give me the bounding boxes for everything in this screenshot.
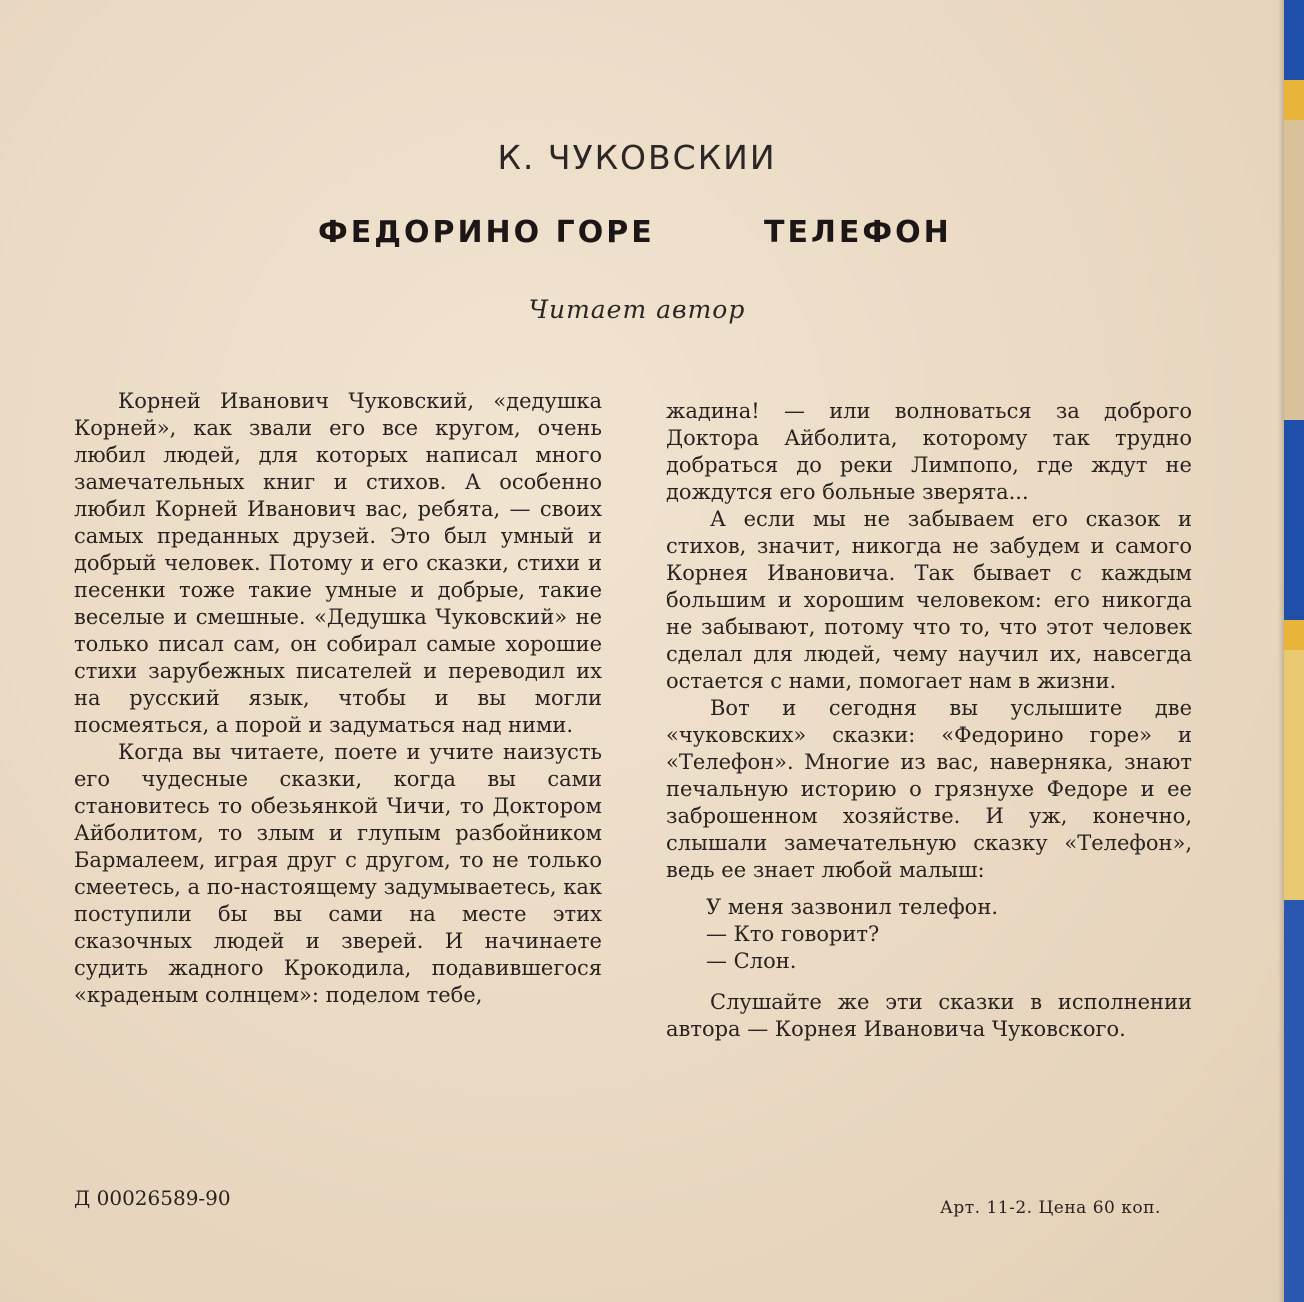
paragraph: Корней Иванович Чуковский, «дедушка Корней», как звали его все кругом, очень любил людей, для которых написал много замечательных книг и стихов. А особенно любил Корней Иванович вас, ребята, — своих самых преданных друзей. Это был умный и добрый человек. Потому и его сказки, стихи и песенки тоже такие умные и добрые, такие веселые и смешные. «Дедушка Чуковский» не только писал сам, он собирал самые хорошие стихи зарубежных писателей и переводил их на русский язык, чтобы и вы могли посмеяться, а порой и задуматься над ними. — [74, 389, 602, 737]
edge-segment — [1284, 80, 1304, 120]
reader-credit: Читает автор — [528, 295, 746, 324]
verse-line: У меня зазвонил телефон. — [706, 895, 999, 919]
paragraph: Вот и сегодня вы услышите две «чуковских» сказки: «Федорино горе» и «Телефон». Многие из вас, наверняка, знают печальную историю о грязнухе Федоре и ее заброшенном хозяйстве. И уж, конечно, слышали замечательную сказку «Телефон», ведь ее знает любой малыш: — [666, 696, 1192, 882]
paragraph: А если мы не забываем его сказок и стихов, значит, никогда не забудем и самого Корнея Ивановича. Так бывает с каждым большим и хорошим человеком: его никогда не забывают, потому что то, что этот человек сделал для людей, чему научил их, навсегда остается с нами, помогает нам в жизни. — [666, 507, 1192, 693]
right-text-column — [666, 398, 1192, 1043]
edge-segment — [1284, 650, 1304, 900]
author-name: К. ЧУКОВСКИИ — [497, 138, 777, 177]
title-fedorino-gore: ФЕДОРИНО ГОРЕ — [318, 215, 655, 250]
verse-quote — [706, 894, 1192, 975]
paragraph: Слушайте же эти сказки в исполнении автора — Корнея Ивановича Чуковского. — [666, 990, 1192, 1041]
edge-segment — [1284, 0, 1304, 80]
title-telefon: ТЕЛЕФОН — [764, 215, 952, 250]
titles-row — [0, 215, 1274, 265]
paragraph: Когда вы читаете, поете и учите наизусть его чудесные сказки, когда вы сами становитесь то обезьянкой Чичи, то Доктором Айболитом, то злым и глупым разбойником Бармалеем, играя друг с другом, то не только смеетесь, а по-настоящему задумываетесь, как поступили бы вы сами на месте этих сказочных людей и зверей. И начинаете судить жадного Крокодила, подавившегося «краденым солнцем»: поделом тебе, — [74, 740, 603, 1007]
edge-segment — [1284, 900, 1304, 1302]
verse-line: — Слон. — [706, 949, 797, 973]
left-text-column — [74, 388, 602, 1009]
verse-line: — Кто говорит? — [706, 922, 880, 946]
price-label: Арт. 11-2. Цена 60 коп. — [940, 1198, 1161, 1218]
sleeve-color-edge — [1284, 0, 1304, 1302]
edge-segment — [1284, 120, 1304, 420]
paragraph: жадина! — или волноваться за доброго Доктора Айболита, которому так трудно добраться до реки Лимпопо, где ждут не дождутся его больные зверята... — [666, 399, 1192, 504]
edge-segment — [1284, 420, 1304, 620]
edge-segment — [1284, 620, 1304, 650]
catalog-code: Д 00026589-90 — [74, 1186, 231, 1210]
